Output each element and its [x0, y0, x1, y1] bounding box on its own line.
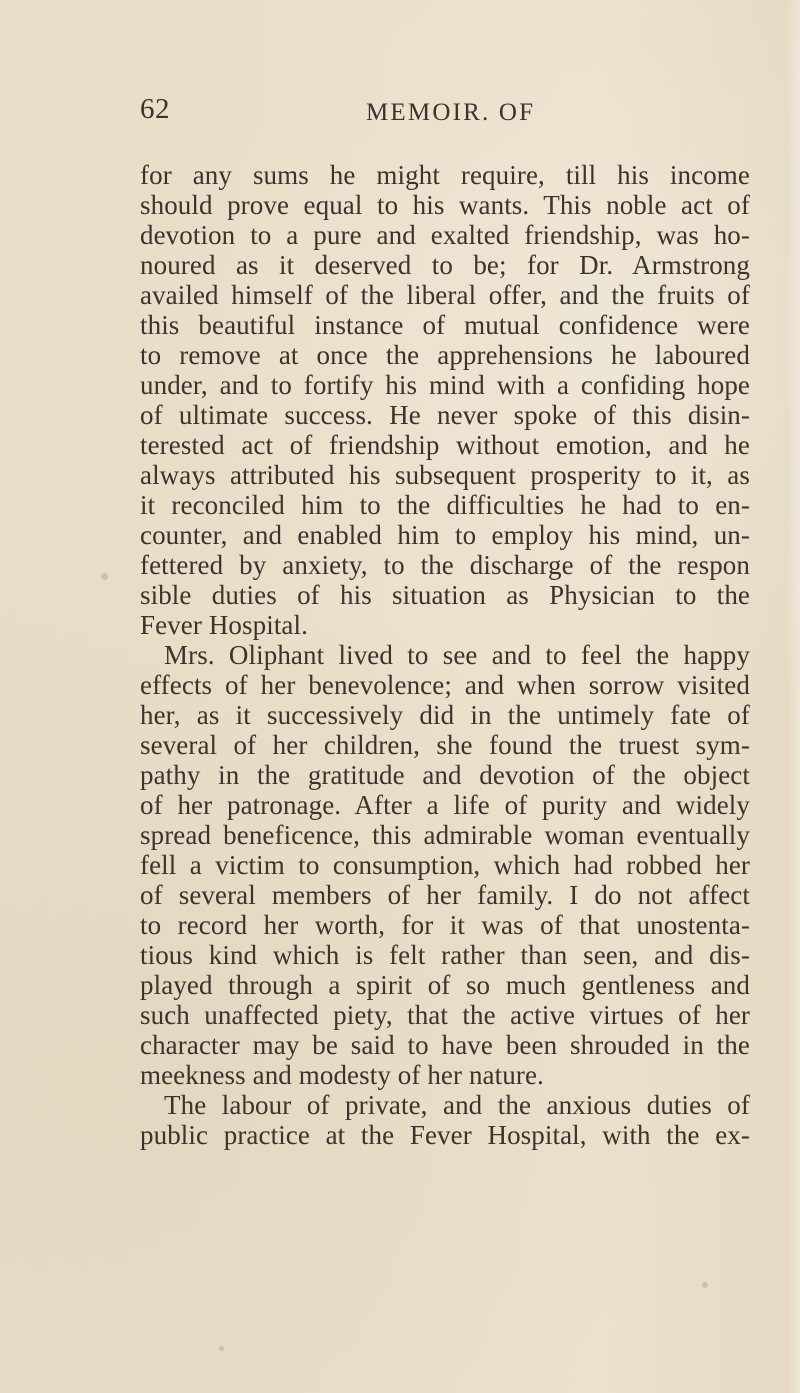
text-line: should prove equal to his wants. This noble act of: [140, 190, 750, 220]
text-line: public practice at the Fever Hospital, with the ex-: [140, 1120, 750, 1150]
text-line: availed himself of the liberal offer, and the fruits of: [140, 280, 750, 310]
text-line: for any sums he might require, till his income: [140, 160, 750, 190]
text-line: her, as it successively did in the untimely fate of: [140, 700, 750, 730]
text-line: fettered by anxiety, to the discharge of the respon: [140, 550, 750, 580]
text-line: it reconciled him to the difficulties he had to en-: [140, 490, 750, 520]
page-number: 62: [140, 93, 170, 125]
text-line: noured as it deserved to be; for Dr. Armstrong: [140, 250, 750, 280]
body-text: [140, 160, 750, 1150]
running-title: MEMOIR. OF: [366, 99, 536, 126]
paragraph-end-line: meekness and modesty of her nature.: [140, 1060, 544, 1090]
paragraph-end-line: Fever Hospital.: [140, 610, 308, 640]
paragraph-start-line: The labour of private, and the anxious duties of: [164, 1090, 750, 1120]
text-line: pathy in the gratitude and devotion of the object: [140, 760, 750, 790]
page-edge-highlight: [788, 0, 800, 1393]
text-line: of her patronage. After a life of purity and widely: [140, 790, 750, 820]
text-line: sible duties of his situation as Physician to the: [140, 580, 750, 610]
text-line: of several members of her family. I do not affect: [140, 880, 750, 910]
text-line: fell a victim to consumption, which had robbed her: [140, 850, 750, 880]
text-line: tious kind which is felt rather than seen, and dis-: [140, 940, 750, 970]
text-line: several of her children, she found the truest sym-: [140, 730, 750, 760]
text-line: to record her worth, for it was of that unostenta-: [140, 910, 750, 940]
paragraph-start-line: Mrs. Oliphant lived to see and to feel the happy: [164, 640, 750, 670]
text-line: character may be said to have been shrouded in the: [140, 1030, 750, 1060]
text-line: effects of her benevolence; and when sorrow visited: [140, 670, 750, 700]
page-header: [140, 95, 560, 135]
paper-speck: [219, 1346, 224, 1351]
text-line: under, and to fortify his mind with a confiding hope: [140, 370, 750, 400]
text-line: of ultimate success. He never spoke of this disin-: [140, 400, 750, 430]
text-line: this beautiful instance of mutual confidence were: [140, 310, 750, 340]
paper-speck: [101, 573, 108, 580]
text-line: such unaffected piety, that the active virtues of her: [140, 1000, 750, 1030]
text-line: always attributed his subsequent prosperity to it, as: [140, 460, 750, 490]
text-line: spread beneficence, this admirable woman eventually: [140, 820, 750, 850]
text-line: played through a spirit of so much gentleness and: [140, 970, 750, 1000]
text-line: counter, and enabled him to employ his mind, un-: [140, 520, 750, 550]
text-line: to remove at once the apprehensions he laboured: [140, 340, 750, 370]
paper-speck: [702, 1282, 708, 1288]
text-line: terested act of friendship without emotion, and he: [140, 430, 750, 460]
text-line: devotion to a pure and exalted friendship, was ho-: [140, 220, 750, 250]
